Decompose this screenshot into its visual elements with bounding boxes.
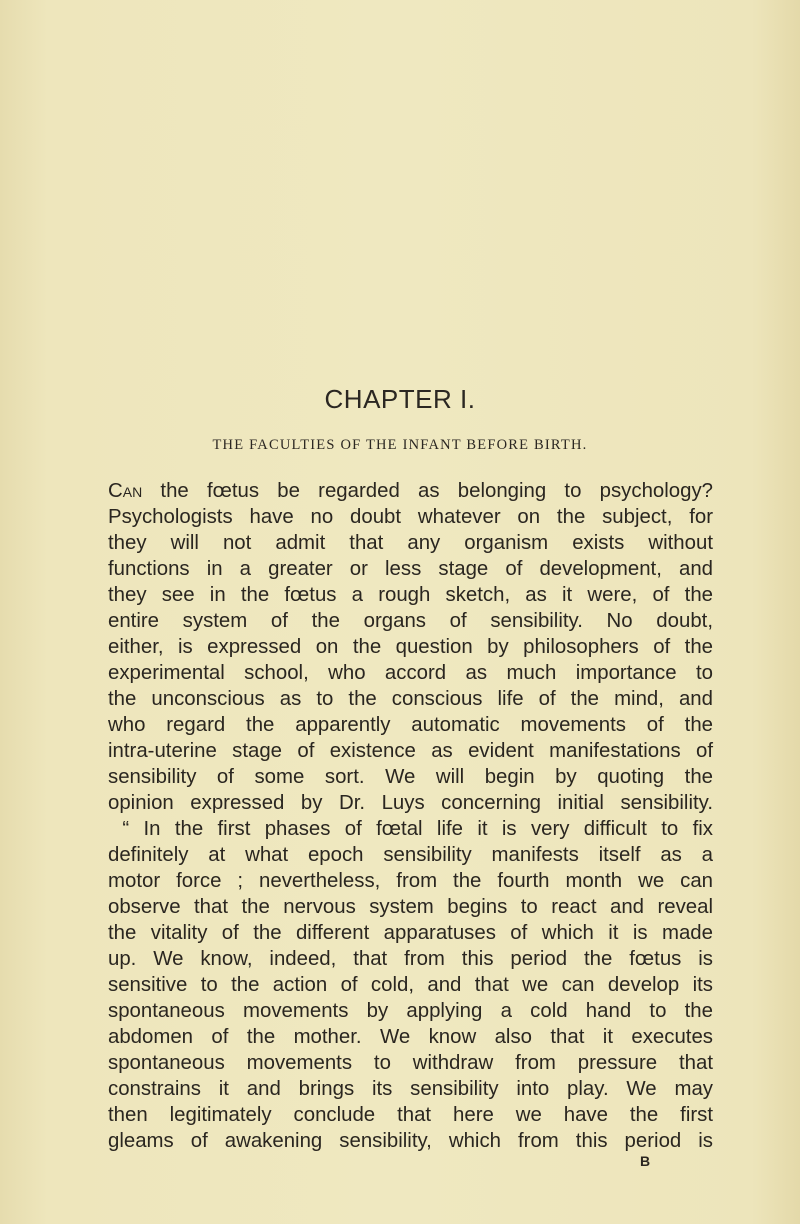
text-line: definitely at what epoch sensibility manifests itself as a [108, 844, 713, 866]
text-line: the unconscious as to the conscious life of the mind, and [108, 688, 713, 710]
text-line: sensitive to the action of cold, and that we can develop its [108, 974, 713, 996]
text-line [108, 478, 713, 504]
text-line: observe that the nervous system begins to react and reveal [108, 896, 713, 918]
text-line: spontaneous movements to withdraw from pressure that [108, 1052, 713, 1074]
text-line: experimental school, who accord as much importance to [108, 662, 713, 684]
text-line: they see in the fœtus a rough sketch, as it were, of the [108, 584, 713, 606]
text-line: opinion expressed by Dr. Luys concerning initial sensibility. [108, 792, 713, 814]
text-line: they will not admit that any organism exists without [108, 532, 713, 554]
first-word: Can [108, 480, 143, 502]
printer-signature-mark: B [640, 1153, 651, 1169]
text-line: functions in a greater or less stage of development, and [108, 558, 713, 580]
line-text: the fœtus be regarded as belonging to psychology? [142, 480, 713, 502]
text-line: sensibility of some sort. We will begin by quoting the [108, 766, 713, 788]
text-line: constrains it and brings its sensibility into play. We may [108, 1078, 713, 1100]
text-line: gleams of awakening sensibility, which from this period is [108, 1130, 713, 1152]
text-line: motor force ; nevertheless, from the fourth month we can [108, 870, 713, 892]
text-line: then legitimately conclude that here we have the first [108, 1104, 713, 1126]
chapter-heading: CHAPTER I. [324, 384, 476, 414]
text-line: the vitality of the different apparatuses of which it is made [108, 922, 713, 944]
section-heading: THE FACULTIES OF THE INFANT BEFORE BIRTH. [212, 437, 588, 453]
text-line: Psychologists have no doubt whatever on the subject, for [108, 506, 713, 528]
text-line: either, is expressed on the question by philosophers of the [108, 636, 713, 658]
text-line: “ In the first phases of fœtal life it is very difficult to fix [108, 818, 713, 840]
text-line: who regard the apparently automatic movements of the [108, 714, 713, 736]
text-line: spontaneous movements by applying a cold hand to the [108, 1000, 713, 1022]
text-line: intra-uterine stage of existence as evident manifestations of [108, 740, 713, 762]
text-line: entire system of the organs of sensibility. No doubt, [108, 610, 713, 632]
text-line: abdomen of the mother. We know also that it executes [108, 1026, 713, 1048]
text-line: up. We know, indeed, that from this period the fœtus is [108, 948, 713, 970]
